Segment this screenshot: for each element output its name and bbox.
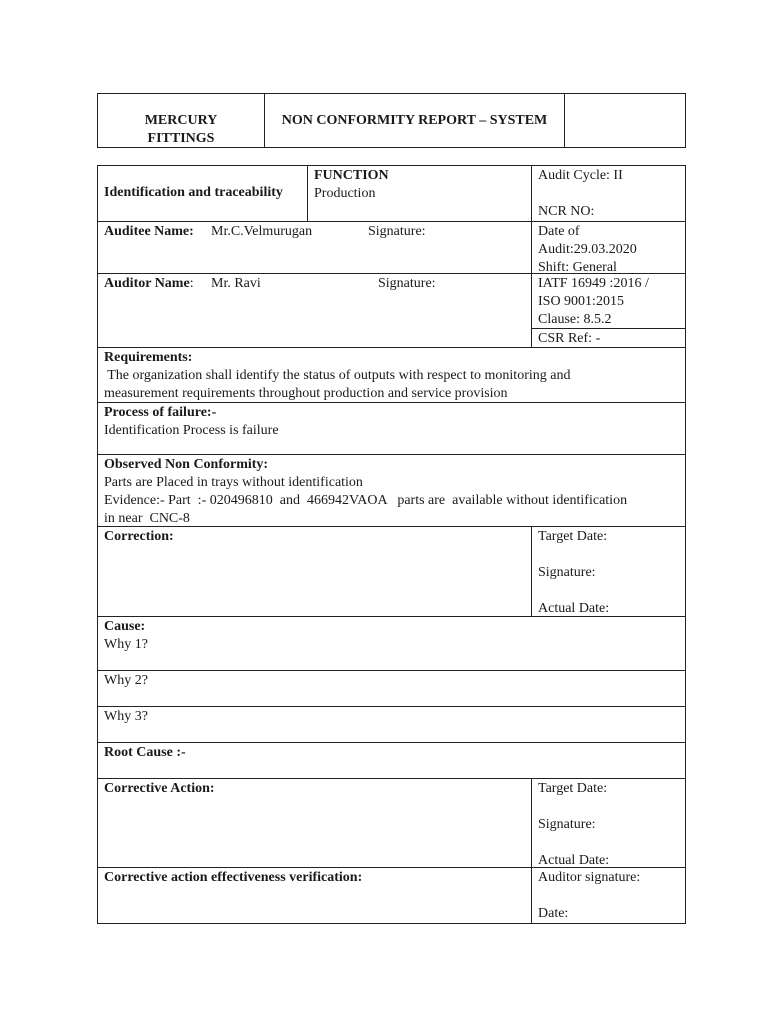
auditee-signature-label: Signature: [368, 224, 426, 239]
correction-target-date: Target Date: [538, 529, 608, 544]
observed-nc-line2: Evidence:- Part :- 020496810 and 466942VAOA parts are available without identification [104, 493, 628, 508]
auditor-signature-label: Signature: [378, 276, 436, 291]
ncr-form-table [97, 165, 686, 924]
why-2-cell [98, 671, 686, 707]
corrective-action-actual-date: Actual Date: [538, 853, 610, 868]
auditor-cell [98, 274, 532, 348]
header-table [97, 93, 686, 148]
why-3-cell [98, 707, 686, 743]
requirements-label: Requirements: [104, 350, 193, 365]
auditee-name: Mr.C.Velmurugan [211, 224, 313, 239]
corrective-action-signature: Signature: [538, 817, 596, 832]
requirements-line2: measurement requirements throughout production and service provision [104, 386, 508, 401]
company-cell [98, 94, 265, 148]
process-failure-text: Identification Process is failure [104, 423, 279, 438]
header-empty-cell [565, 94, 686, 148]
correction-cell [98, 527, 532, 617]
verification-cell [98, 868, 532, 924]
clause: Clause: 8.5.2 [538, 312, 612, 327]
correction-signature: Signature: [538, 565, 596, 580]
verification-date: Date: [538, 906, 569, 921]
auditor-name: Mr. Ravi [211, 276, 261, 291]
audit-cycle-cell [532, 166, 686, 222]
observed-nc-cell [98, 455, 686, 527]
auditor-label: Auditor Name [104, 276, 190, 291]
function-label: FUNCTION [314, 168, 389, 183]
auditee-label: Auditee Name: [104, 224, 194, 239]
corrective-action-cell [98, 779, 532, 868]
requirements-line1: The organization shall identify the status of outputs with respect to monitoring and [104, 368, 571, 383]
auditor-label-colon: : [189, 276, 194, 291]
observed-nc-line3: in near CNC-8 [104, 511, 190, 526]
root-cause-cell [98, 743, 686, 779]
audit-date: Audit:29.03.2020 [538, 242, 637, 257]
observed-nc-line1: Parts are Placed in trays without identification [104, 475, 363, 490]
correction-dates-cell [532, 527, 686, 617]
why-3: Why 3? [104, 709, 148, 724]
auditee-cell [98, 222, 532, 274]
standard-line2: ISO 9001:2015 [538, 294, 624, 309]
function-value: Production [314, 186, 376, 201]
company-name-line2: FITTINGS [147, 131, 215, 146]
observed-nc-label: Observed Non Conformity: [104, 457, 269, 472]
why-2: Why 2? [104, 673, 148, 688]
process-failure-cell [98, 403, 686, 455]
correction-actual-date: Actual Date: [538, 601, 610, 616]
why-1: Why 1? [104, 637, 148, 652]
shift: Shift: General [538, 260, 617, 274]
corrective-action-target-date: Target Date: [538, 781, 608, 796]
company-name-line1: MERCURY [144, 113, 218, 128]
report-title: NON CONFORMITY REPORT – SYSTEM [281, 113, 548, 128]
csr-ref-cell [532, 329, 686, 348]
requirements-cell [98, 348, 686, 403]
cause-label: Cause: [104, 619, 146, 634]
process-failure-label: Process of failure:- [104, 405, 217, 420]
identification-cell [98, 166, 308, 222]
corrective-action-label: Corrective Action: [104, 781, 215, 796]
audit-cycle: Audit Cycle: II [538, 168, 623, 183]
function-cell [308, 166, 532, 222]
verification-label: Corrective action effectiveness verification: [104, 870, 363, 885]
csr-ref: CSR Ref: - [538, 331, 601, 346]
cause-cell [98, 617, 686, 671]
root-cause-label: Root Cause :- [104, 745, 186, 760]
correction-label: Correction: [104, 529, 174, 544]
standard-line1: IATF 16949 :2016 / [538, 276, 649, 291]
ncr-number-label: NCR NO: [538, 204, 595, 219]
date-of-label: Date of [538, 224, 580, 239]
audit-date-cell [532, 222, 686, 274]
verification-sign-cell [532, 868, 686, 924]
identification-label: Identification and traceability [104, 185, 283, 200]
standard-cell [532, 274, 686, 329]
corrective-action-dates-cell [532, 779, 686, 868]
report-title-cell [265, 94, 565, 148]
auditor-signature-field: Auditor signature: [538, 870, 641, 885]
